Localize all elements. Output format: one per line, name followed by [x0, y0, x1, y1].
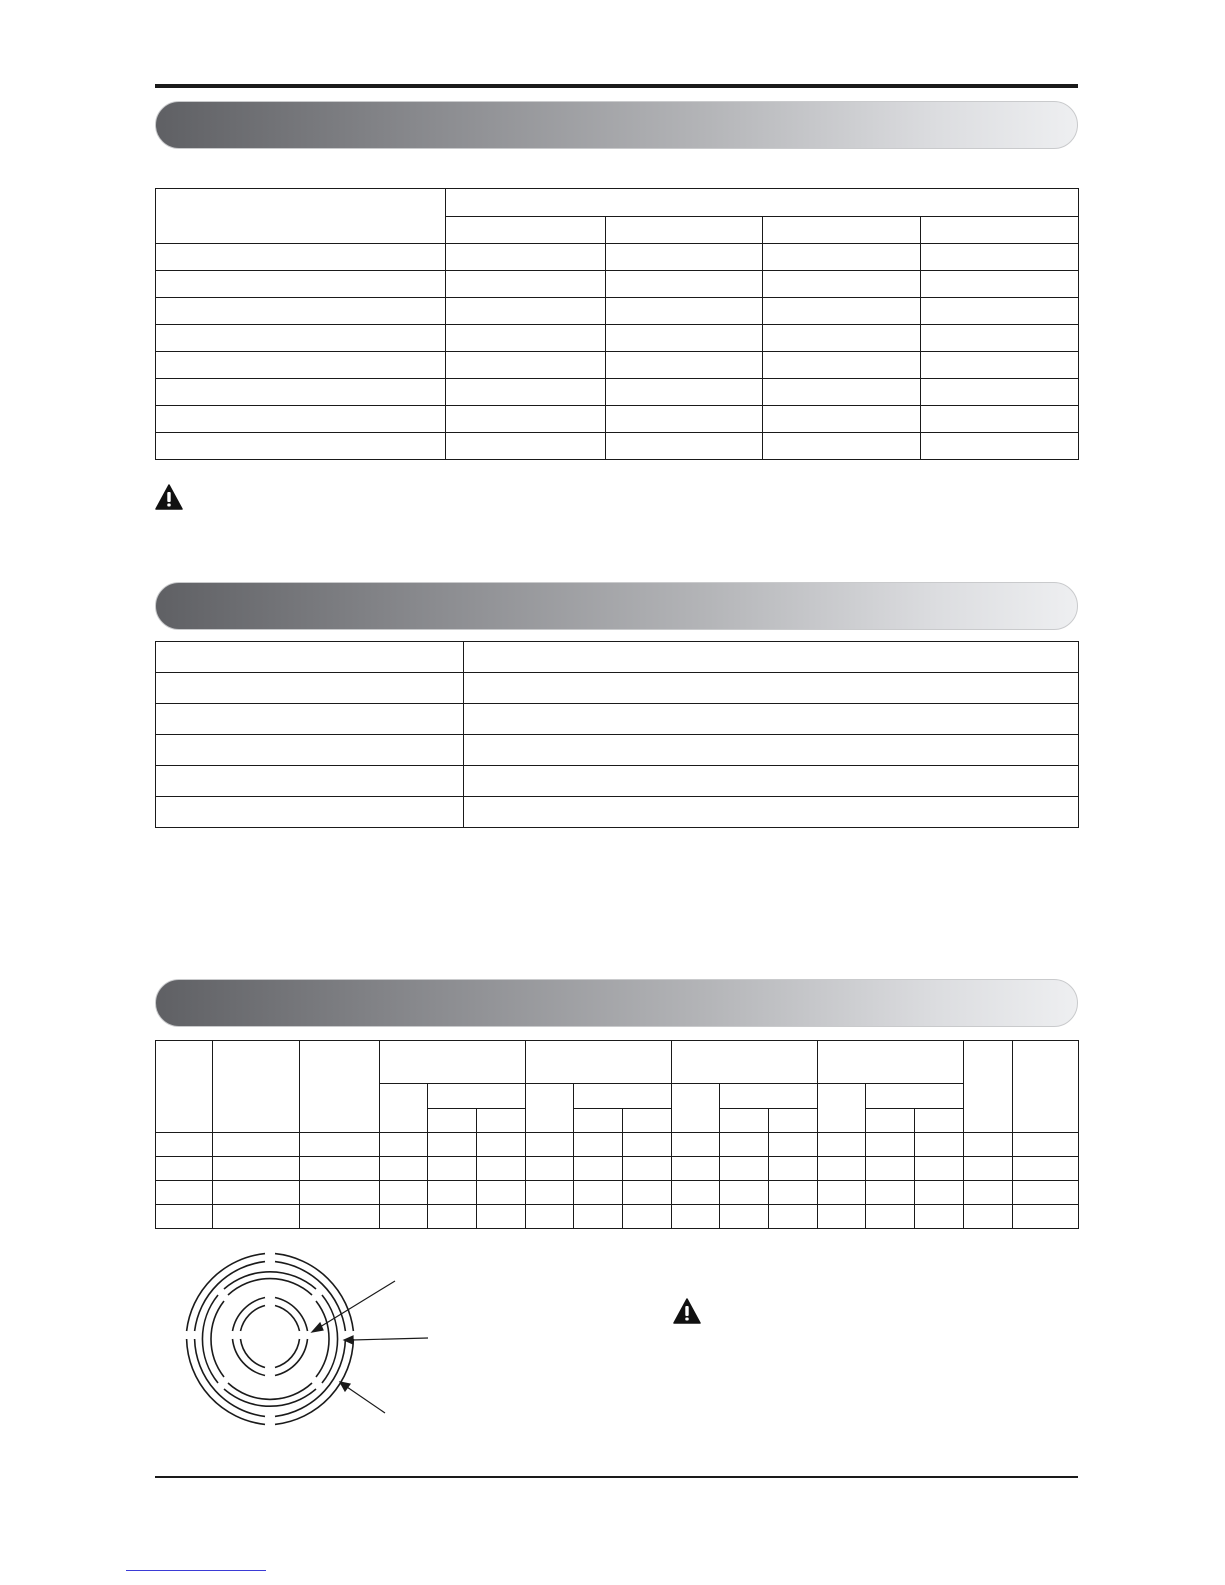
table-row: [156, 766, 1079, 797]
table-row: [156, 406, 1079, 433]
table-3-header-cell: [526, 1041, 672, 1084]
section-1-title-bar: [155, 101, 1078, 149]
table-row: [156, 797, 1079, 828]
table-row: [156, 352, 1079, 379]
section-3-title-bar: [155, 979, 1078, 1027]
middle-ring: [202, 1272, 337, 1406]
table-3-header-cell: [300, 1041, 380, 1133]
table-3-header-cell: [866, 1109, 915, 1133]
table-1-header-cell: [763, 217, 921, 244]
table-3-header-cell: [213, 1041, 300, 1133]
table-row: [156, 325, 1079, 352]
table-3-header-cell: [964, 1041, 1013, 1133]
table-3-header-cell: [156, 1041, 213, 1133]
arrow-head-icon: [312, 1323, 323, 1332]
table-3-header-cell: [623, 1109, 672, 1133]
spec-table-3: [155, 1040, 1079, 1229]
footer-rule: [155, 1476, 1078, 1478]
footer-link-underline[interactable]: [126, 1570, 266, 1571]
header-rule: [155, 84, 1078, 88]
table-3-header-cell: [672, 1084, 720, 1133]
table-row: [156, 1157, 1079, 1181]
table-1-header-cell: [446, 189, 1079, 217]
table-3-header-cell: [915, 1109, 964, 1133]
table-row: [156, 642, 1079, 673]
table-1-header-cell: [446, 217, 606, 244]
table-3-header-cell: [818, 1084, 866, 1133]
table-3-header-cell: [1013, 1041, 1079, 1133]
table-row: [156, 1205, 1079, 1229]
leader-line-outer: [347, 1387, 385, 1413]
table-3-header-cell: [574, 1084, 672, 1109]
table-row: [156, 433, 1079, 460]
table-3-header-cell: [769, 1109, 818, 1133]
warning-triangle-icon: [673, 1298, 701, 1324]
leader-line-inner: [320, 1281, 395, 1327]
table-3-header-cell: [720, 1109, 769, 1133]
warning-triangle-icon: [155, 484, 183, 510]
table-row: [156, 379, 1079, 406]
table-1-header-cell: [921, 217, 1079, 244]
section-2-title-bar: [155, 582, 1078, 630]
spec-table-2: [155, 641, 1079, 828]
table-row: [156, 271, 1079, 298]
table-3-header-cell: [866, 1084, 964, 1109]
table-row: [156, 298, 1079, 325]
arrow-head-icon: [340, 1382, 350, 1391]
ring-diagram: [170, 1245, 440, 1445]
table-row: [156, 1181, 1079, 1205]
table-3-header-cell: [574, 1109, 623, 1133]
table-3-header-cell: [672, 1041, 818, 1084]
table-3-header-cell: [818, 1041, 964, 1084]
table-row: [156, 735, 1079, 766]
table-3-header-cell: [428, 1109, 477, 1133]
table-3-header-cell: [720, 1084, 818, 1109]
leader-line-middle: [352, 1338, 428, 1340]
table-3-header-cell: [477, 1109, 526, 1133]
table-3-header-cell: [526, 1084, 574, 1133]
table-3-header-cell: [380, 1084, 428, 1133]
table-row: [156, 673, 1079, 704]
table-row: [156, 704, 1079, 735]
inner-ring: [233, 1298, 308, 1376]
table-3-header-cell: [380, 1041, 526, 1084]
table-row: [156, 244, 1079, 271]
table-1-header-cell: [606, 217, 763, 244]
spec-table-1: [155, 188, 1079, 460]
table-row: [156, 1133, 1079, 1157]
table-3-header-cell: [428, 1084, 526, 1109]
table-1-header-cell: [156, 189, 446, 244]
